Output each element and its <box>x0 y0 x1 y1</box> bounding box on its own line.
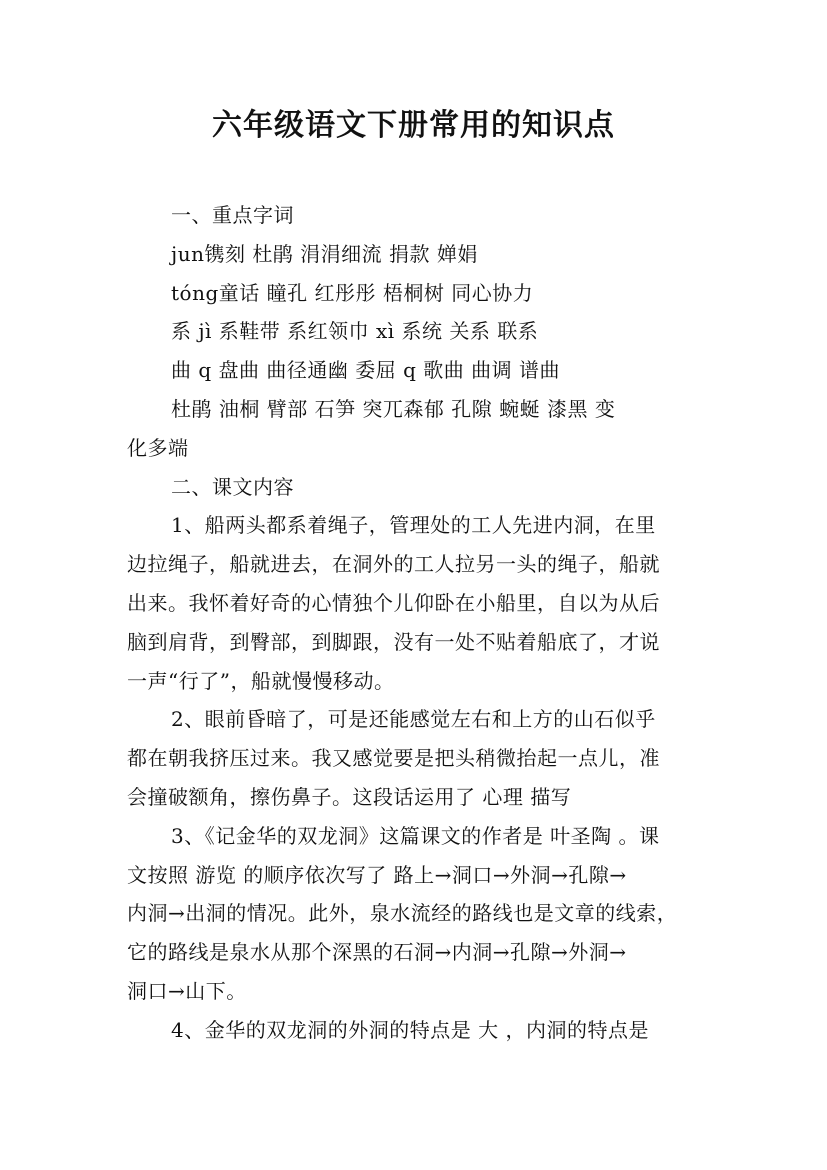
heading-text-content: 二、课文内容 <box>171 474 294 499</box>
paragraph-3-line: 3、《记金华的双龙洞》这篇课文的作者是 叶圣陶 。课 <box>171 823 660 848</box>
word-line-qu: 曲 q 盘曲 曲径通幽 委屈 q 歌曲 曲调 谱曲 <box>171 358 560 383</box>
paragraph-2-line: 2、眼前昏暗了，可是还能感觉左右和上方的山石似乎 <box>171 707 656 732</box>
word-line-jun: jun镌刻 杜鹃 涓涓细流 捐款 婵娟 <box>171 241 478 266</box>
word-line-vocab-cont: 化多端 <box>127 435 189 460</box>
word-line-xi: 系 jì 系鞋带 系红领巾 xì 系统 关系 联系 <box>171 319 539 344</box>
paragraph-3-line: 它的路线是泉水从那个深黑的石洞→内洞→孔隙→外洞→ <box>127 940 627 965</box>
word-line-tong: tóng童话 瞳孔 红彤彤 梧桐树 同心协力 <box>171 280 534 305</box>
heading-key-words: 一、重点字词 <box>171 203 294 227</box>
paragraph-3-line: 洞口→山下。 <box>127 978 247 1003</box>
paragraph-3-line: 内洞→出洞的情况。此外，泉水流经的路线也是文章的线索， <box>127 901 678 926</box>
paragraph-4-line: 4、金华的双龙洞的外洞的特点是 大 ，内洞的特点是 <box>171 1017 649 1042</box>
paragraph-2-line: 都在朝我挤压过来。我又感觉要是把头稍微抬起一点儿，准 <box>127 746 660 771</box>
paragraph-1-line: 出来。我怀着好奇的心情独个儿仰卧在小船里，自以为从后 <box>127 590 660 615</box>
paragraph-1-line: 1、船两头都系着绳子，管理处的工人先进内洞，在里 <box>171 513 656 538</box>
word-line-vocab: 杜鹃 油桐 臂部 石笋 突兀森郁 孔隙 蜿蜒 漆黑 变 <box>171 396 616 421</box>
document-title: 六年级语文下册常用的知识点 <box>212 108 615 143</box>
document-body <box>127 196 705 1050</box>
paragraph-1-line: 边拉绳子，船就进去，在洞外的工人拉另一头的绳子，船就 <box>127 552 660 577</box>
paragraph-1-line: 脑到肩背，到臀部，到脚跟，没有一处不贴着船底了，才说 <box>127 629 660 654</box>
paragraph-1-line: 一声“行了”，船就慢慢移动。 <box>127 668 395 693</box>
paragraph-2-line: 会撞破额角，擦伤鼻子。这段话运用了 心理 描写 <box>127 784 572 809</box>
paragraph-3-line: 文按照 游览 的顺序依次写了 路上→洞口→外洞→孔隙→ <box>127 862 627 887</box>
